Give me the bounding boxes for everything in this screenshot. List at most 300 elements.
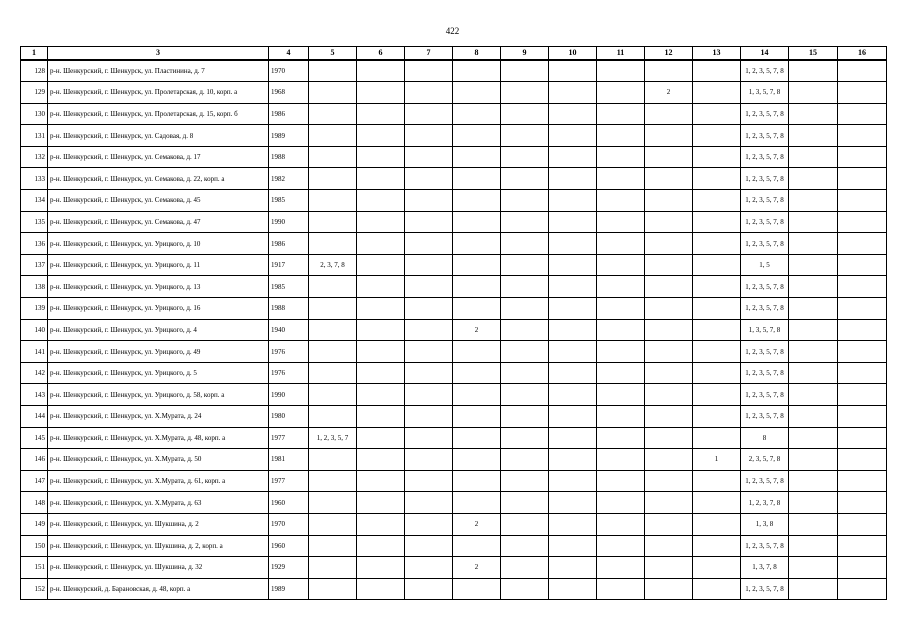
year-cell: 1976 xyxy=(269,362,309,384)
col7-cell xyxy=(405,427,453,449)
col8-cell xyxy=(453,492,501,514)
table-row xyxy=(21,233,887,255)
col11-cell xyxy=(597,557,645,579)
col13-cell xyxy=(693,103,741,125)
col11-cell xyxy=(597,578,645,600)
col10-cell xyxy=(549,146,597,168)
col14-cell: 1, 5 xyxy=(741,254,789,276)
col8-cell xyxy=(453,60,501,82)
col15-cell xyxy=(789,535,838,557)
col7-cell xyxy=(405,535,453,557)
col6-cell xyxy=(357,449,405,471)
table-row xyxy=(21,298,887,320)
col5-cell xyxy=(309,470,357,492)
col5-cell xyxy=(309,82,357,104)
column-header-9: 9 xyxy=(501,47,549,61)
col9-cell xyxy=(501,168,549,190)
col6-cell xyxy=(357,513,405,535)
col6-cell xyxy=(357,427,405,449)
col9-cell xyxy=(501,406,549,428)
col16-cell xyxy=(838,427,887,449)
col5-cell xyxy=(309,406,357,428)
col14-cell: 1, 2, 3, 5, 7, 8 xyxy=(741,384,789,406)
col10-cell xyxy=(549,557,597,579)
col9-cell xyxy=(501,578,549,600)
col14-cell: 1, 2, 3, 5, 7, 8 xyxy=(741,406,789,428)
col16-cell xyxy=(838,362,887,384)
col6-cell xyxy=(357,406,405,428)
col16-cell xyxy=(838,211,887,233)
address-cell: р-н. Шенкурский, г. Шенкурск, ул. Х.Мурата, д. 50 xyxy=(48,449,269,471)
address-cell: р-н. Шенкурский, г. Шенкурск, ул. Шукшина, д. 2 xyxy=(48,513,269,535)
col7-cell xyxy=(405,319,453,341)
col12-cell xyxy=(645,146,693,168)
col8-cell xyxy=(453,362,501,384)
col12-cell xyxy=(645,103,693,125)
col15-cell xyxy=(789,470,838,492)
col12-cell xyxy=(645,513,693,535)
col13-cell xyxy=(693,168,741,190)
address-cell: р-н. Шенкурский, д. Барановская, д. 48, корп. а xyxy=(48,578,269,600)
col15-cell xyxy=(789,60,838,82)
col11-cell xyxy=(597,341,645,363)
col7-cell xyxy=(405,492,453,514)
address-cell: р-н. Шенкурский, г. Шенкурск, ул. Урицкого, д. 4 xyxy=(48,319,269,341)
address-cell: р-н. Шенкурский, г. Шенкурск, ул. Садовая, д. 8 xyxy=(48,125,269,147)
col6-cell xyxy=(357,319,405,341)
col15-cell xyxy=(789,427,838,449)
col14-cell: 2, 3, 5, 7, 8 xyxy=(741,449,789,471)
table-body xyxy=(21,60,887,600)
col14-cell: 1, 2, 3, 5, 7, 8 xyxy=(741,125,789,147)
address-cell: р-н. Шенкурский, г. Шенкурск, ул. Пластинина, д. 7 xyxy=(48,60,269,82)
col13-cell xyxy=(693,233,741,255)
col15-cell xyxy=(789,513,838,535)
col9-cell xyxy=(501,103,549,125)
row-number-cell: 151 xyxy=(21,557,48,579)
col8-cell xyxy=(453,470,501,492)
col6-cell xyxy=(357,298,405,320)
col12-cell xyxy=(645,470,693,492)
col11-cell xyxy=(597,384,645,406)
year-cell: 1985 xyxy=(269,276,309,298)
col9-cell xyxy=(501,233,549,255)
col12-cell xyxy=(645,406,693,428)
row-number-cell: 135 xyxy=(21,211,48,233)
col10-cell xyxy=(549,341,597,363)
row-number-cell: 146 xyxy=(21,449,48,471)
col7-cell xyxy=(405,449,453,471)
col5-cell xyxy=(309,341,357,363)
col8-cell xyxy=(453,276,501,298)
col8-cell xyxy=(453,341,501,363)
col8-cell: 2 xyxy=(453,557,501,579)
col10-cell xyxy=(549,103,597,125)
row-number-cell: 140 xyxy=(21,319,48,341)
col16-cell xyxy=(838,168,887,190)
year-cell: 1968 xyxy=(269,82,309,104)
year-cell: 1929 xyxy=(269,557,309,579)
col15-cell xyxy=(789,319,838,341)
col8-cell xyxy=(453,211,501,233)
col12-cell xyxy=(645,362,693,384)
col12-cell xyxy=(645,233,693,255)
col10-cell xyxy=(549,254,597,276)
col14-cell: 1, 2, 3, 5, 7, 8 xyxy=(741,60,789,82)
table-row xyxy=(21,449,887,471)
col15-cell xyxy=(789,82,838,104)
col7-cell xyxy=(405,146,453,168)
col13-cell xyxy=(693,535,741,557)
row-number-cell: 147 xyxy=(21,470,48,492)
year-cell: 1980 xyxy=(269,406,309,428)
col13-cell xyxy=(693,298,741,320)
col10-cell xyxy=(549,319,597,341)
col16-cell xyxy=(838,233,887,255)
year-cell: 1989 xyxy=(269,125,309,147)
col10-cell xyxy=(549,125,597,147)
table-row xyxy=(21,427,887,449)
col15-cell xyxy=(789,492,838,514)
col11-cell xyxy=(597,82,645,104)
col11-cell xyxy=(597,60,645,82)
col14-cell: 1, 2, 3, 5, 7, 8 xyxy=(741,578,789,600)
table-row xyxy=(21,146,887,168)
col13-cell xyxy=(693,125,741,147)
address-cell: р-н. Шенкурский, г. Шенкурск, ул. Семакова, д. 17 xyxy=(48,146,269,168)
col12-cell xyxy=(645,384,693,406)
col5-cell xyxy=(309,513,357,535)
col7-cell xyxy=(405,470,453,492)
col6-cell xyxy=(357,103,405,125)
col8-cell xyxy=(453,298,501,320)
col7-cell xyxy=(405,254,453,276)
col8-cell xyxy=(453,406,501,428)
col8-cell: 2 xyxy=(453,513,501,535)
address-cell: р-н. Шенкурский, г. Шенкурск, ул. Пролетарская, д. 15, корп. б xyxy=(48,103,269,125)
col13-cell: 1 xyxy=(693,449,741,471)
col11-cell xyxy=(597,190,645,212)
row-number-cell: 150 xyxy=(21,535,48,557)
col12-cell xyxy=(645,211,693,233)
col15-cell xyxy=(789,276,838,298)
col13-cell xyxy=(693,341,741,363)
col6-cell xyxy=(357,60,405,82)
column-header-8: 8 xyxy=(453,47,501,61)
table-row xyxy=(21,513,887,535)
table-row xyxy=(21,492,887,514)
col13-cell xyxy=(693,319,741,341)
col13-cell xyxy=(693,513,741,535)
col9-cell xyxy=(501,557,549,579)
col14-cell: 1, 2, 3, 5, 7, 8 xyxy=(741,276,789,298)
col8-cell xyxy=(453,168,501,190)
col11-cell xyxy=(597,211,645,233)
col12-cell xyxy=(645,168,693,190)
address-cell: р-н. Шенкурский, г. Шенкурск, ул. Пролетарская, д. 10, корп. а xyxy=(48,82,269,104)
col9-cell xyxy=(501,427,549,449)
col11-cell xyxy=(597,427,645,449)
col5-cell: 2, 3, 7, 8 xyxy=(309,254,357,276)
col15-cell xyxy=(789,254,838,276)
col5-cell xyxy=(309,449,357,471)
table-row xyxy=(21,103,887,125)
col7-cell xyxy=(405,578,453,600)
col14-cell: 1, 2, 3, 5, 7, 8 xyxy=(741,362,789,384)
col11-cell xyxy=(597,254,645,276)
col16-cell xyxy=(838,449,887,471)
year-cell: 1977 xyxy=(269,470,309,492)
row-number-cell: 141 xyxy=(21,341,48,363)
col5-cell xyxy=(309,276,357,298)
column-header-16: 16 xyxy=(838,47,887,61)
col9-cell xyxy=(501,190,549,212)
col11-cell xyxy=(597,125,645,147)
address-cell: р-н. Шенкурский, г. Шенкурск, ул. Урицкого, д. 13 xyxy=(48,276,269,298)
col15-cell xyxy=(789,362,838,384)
col13-cell xyxy=(693,578,741,600)
col10-cell xyxy=(549,298,597,320)
address-cell: р-н. Шенкурский, г. Шенкурск, ул. Семакова, д. 45 xyxy=(48,190,269,212)
col9-cell xyxy=(501,125,549,147)
col14-cell: 1, 2, 3, 5, 7, 8 xyxy=(741,470,789,492)
col10-cell xyxy=(549,406,597,428)
col6-cell xyxy=(357,82,405,104)
col14-cell: 1, 3, 7, 8 xyxy=(741,557,789,579)
col12-cell xyxy=(645,298,693,320)
row-number-cell: 143 xyxy=(21,384,48,406)
col8-cell xyxy=(453,535,501,557)
col8-cell: 2 xyxy=(453,319,501,341)
col5-cell xyxy=(309,535,357,557)
col12-cell xyxy=(645,578,693,600)
table-row xyxy=(21,319,887,341)
col10-cell xyxy=(549,578,597,600)
col9-cell xyxy=(501,146,549,168)
col11-cell xyxy=(597,103,645,125)
column-header-3: 3 xyxy=(48,47,269,61)
col12-cell xyxy=(645,125,693,147)
table-row xyxy=(21,578,887,600)
col6-cell xyxy=(357,254,405,276)
col9-cell xyxy=(501,513,549,535)
col14-cell: 1, 3, 8 xyxy=(741,513,789,535)
col6-cell xyxy=(357,384,405,406)
column-header-15: 15 xyxy=(789,47,838,61)
col7-cell xyxy=(405,168,453,190)
row-number-cell: 138 xyxy=(21,276,48,298)
col7-cell xyxy=(405,82,453,104)
col7-cell xyxy=(405,276,453,298)
col12-cell: 2 xyxy=(645,82,693,104)
address-cell: р-н. Шенкурский, г. Шенкурск, ул. Урицкого, д. 10 xyxy=(48,233,269,255)
col9-cell xyxy=(501,362,549,384)
col13-cell xyxy=(693,384,741,406)
col15-cell xyxy=(789,190,838,212)
col15-cell xyxy=(789,233,838,255)
col11-cell xyxy=(597,449,645,471)
address-cell: р-н. Шенкурский, г. Шенкурск, ул. Урицкого, д. 49 xyxy=(48,341,269,363)
column-header-12: 12 xyxy=(645,47,693,61)
col7-cell xyxy=(405,125,453,147)
col9-cell xyxy=(501,254,549,276)
col11-cell xyxy=(597,406,645,428)
col6-cell xyxy=(357,557,405,579)
col10-cell xyxy=(549,513,597,535)
column-header-7: 7 xyxy=(405,47,453,61)
col16-cell xyxy=(838,103,887,125)
col5-cell xyxy=(309,125,357,147)
col10-cell xyxy=(549,427,597,449)
col8-cell xyxy=(453,82,501,104)
table-row xyxy=(21,406,887,428)
table-row xyxy=(21,168,887,190)
year-cell: 1960 xyxy=(269,535,309,557)
col6-cell xyxy=(357,211,405,233)
address-cell: р-н. Шенкурский, г. Шенкурск, ул. Х.Мурата, д. 24 xyxy=(48,406,269,428)
col5-cell xyxy=(309,492,357,514)
table-row xyxy=(21,254,887,276)
table-row xyxy=(21,362,887,384)
row-number-cell: 148 xyxy=(21,492,48,514)
col15-cell xyxy=(789,578,838,600)
col9-cell xyxy=(501,492,549,514)
col15-cell xyxy=(789,449,838,471)
col9-cell xyxy=(501,384,549,406)
col16-cell xyxy=(838,492,887,514)
col12-cell xyxy=(645,254,693,276)
year-cell: 1989 xyxy=(269,578,309,600)
col16-cell xyxy=(838,82,887,104)
col16-cell xyxy=(838,470,887,492)
year-cell: 1990 xyxy=(269,211,309,233)
col9-cell xyxy=(501,535,549,557)
address-cell: р-н. Шенкурский, г. Шенкурск, ул. Х.Мурата, д. 48, корп. а xyxy=(48,427,269,449)
col14-cell: 1, 3, 5, 7, 8 xyxy=(741,319,789,341)
col12-cell xyxy=(645,449,693,471)
col9-cell xyxy=(501,319,549,341)
table-row xyxy=(21,470,887,492)
col10-cell xyxy=(549,492,597,514)
col9-cell xyxy=(501,82,549,104)
col14-cell: 1, 2, 3, 5, 7, 8 xyxy=(741,298,789,320)
row-number-cell: 144 xyxy=(21,406,48,428)
col6-cell xyxy=(357,125,405,147)
table-row xyxy=(21,82,887,104)
col5-cell xyxy=(309,362,357,384)
year-cell: 1990 xyxy=(269,384,309,406)
col10-cell xyxy=(549,190,597,212)
col14-cell: 1, 2, 3, 5, 7, 8 xyxy=(741,190,789,212)
col14-cell: 1, 3, 5, 7, 8 xyxy=(741,82,789,104)
col7-cell xyxy=(405,190,453,212)
col14-cell: 1, 2, 3, 5, 7, 8 xyxy=(741,168,789,190)
col6-cell xyxy=(357,168,405,190)
year-cell: 1970 xyxy=(269,60,309,82)
year-cell: 1988 xyxy=(269,146,309,168)
col16-cell xyxy=(838,384,887,406)
col14-cell: 1, 2, 3, 5, 7, 8 xyxy=(741,341,789,363)
col5-cell xyxy=(309,168,357,190)
col12-cell xyxy=(645,427,693,449)
col7-cell xyxy=(405,211,453,233)
col12-cell xyxy=(645,190,693,212)
col15-cell xyxy=(789,557,838,579)
col11-cell xyxy=(597,276,645,298)
col13-cell xyxy=(693,470,741,492)
col11-cell xyxy=(597,233,645,255)
page-number: 422 xyxy=(445,26,460,36)
column-header-1: 1 xyxy=(21,47,48,61)
row-number-cell: 136 xyxy=(21,233,48,255)
col11-cell xyxy=(597,146,645,168)
col8-cell xyxy=(453,103,501,125)
col16-cell xyxy=(838,341,887,363)
col8-cell xyxy=(453,384,501,406)
col6-cell xyxy=(357,276,405,298)
col16-cell xyxy=(838,146,887,168)
col14-cell: 1, 2, 3, 7, 8 xyxy=(741,492,789,514)
col5-cell xyxy=(309,384,357,406)
col8-cell xyxy=(453,190,501,212)
col16-cell xyxy=(838,406,887,428)
col9-cell xyxy=(501,341,549,363)
col14-cell: 1, 2, 3, 5, 7, 8 xyxy=(741,535,789,557)
column-header-13: 13 xyxy=(693,47,741,61)
col10-cell xyxy=(549,82,597,104)
col8-cell xyxy=(453,578,501,600)
table-row xyxy=(21,557,887,579)
col16-cell xyxy=(838,319,887,341)
col6-cell xyxy=(357,535,405,557)
table-row xyxy=(21,535,887,557)
address-cell: р-н. Шенкурский, г. Шенкурск, ул. Урицкого, д. 5 xyxy=(48,362,269,384)
year-cell: 1960 xyxy=(269,492,309,514)
table-row xyxy=(21,60,887,82)
col15-cell xyxy=(789,211,838,233)
address-cell: р-н. Шенкурский, г. Шенкурск, ул. Х.Мурата, д. 63 xyxy=(48,492,269,514)
col16-cell xyxy=(838,60,887,82)
col5-cell xyxy=(309,60,357,82)
row-number-cell: 137 xyxy=(21,254,48,276)
column-header-6: 6 xyxy=(357,47,405,61)
table-row xyxy=(21,211,887,233)
year-cell: 1917 xyxy=(269,254,309,276)
col15-cell xyxy=(789,298,838,320)
col10-cell xyxy=(549,470,597,492)
col10-cell xyxy=(549,449,597,471)
address-cell: р-н. Шенкурский, г. Шенкурск, ул. Шукшина, д. 2, корп. а xyxy=(48,535,269,557)
col14-cell: 1, 2, 3, 5, 7, 8 xyxy=(741,146,789,168)
year-cell: 1977 xyxy=(269,427,309,449)
col13-cell xyxy=(693,60,741,82)
column-header-14: 14 xyxy=(741,47,789,61)
col13-cell xyxy=(693,492,741,514)
col11-cell xyxy=(597,298,645,320)
row-number-cell: 145 xyxy=(21,427,48,449)
col16-cell xyxy=(838,298,887,320)
header-row xyxy=(21,47,887,61)
col13-cell xyxy=(693,276,741,298)
col6-cell xyxy=(357,146,405,168)
col7-cell xyxy=(405,513,453,535)
col14-cell: 8 xyxy=(741,427,789,449)
table-row xyxy=(21,125,887,147)
col5-cell xyxy=(309,298,357,320)
col8-cell xyxy=(453,449,501,471)
col15-cell xyxy=(789,168,838,190)
col16-cell xyxy=(838,276,887,298)
